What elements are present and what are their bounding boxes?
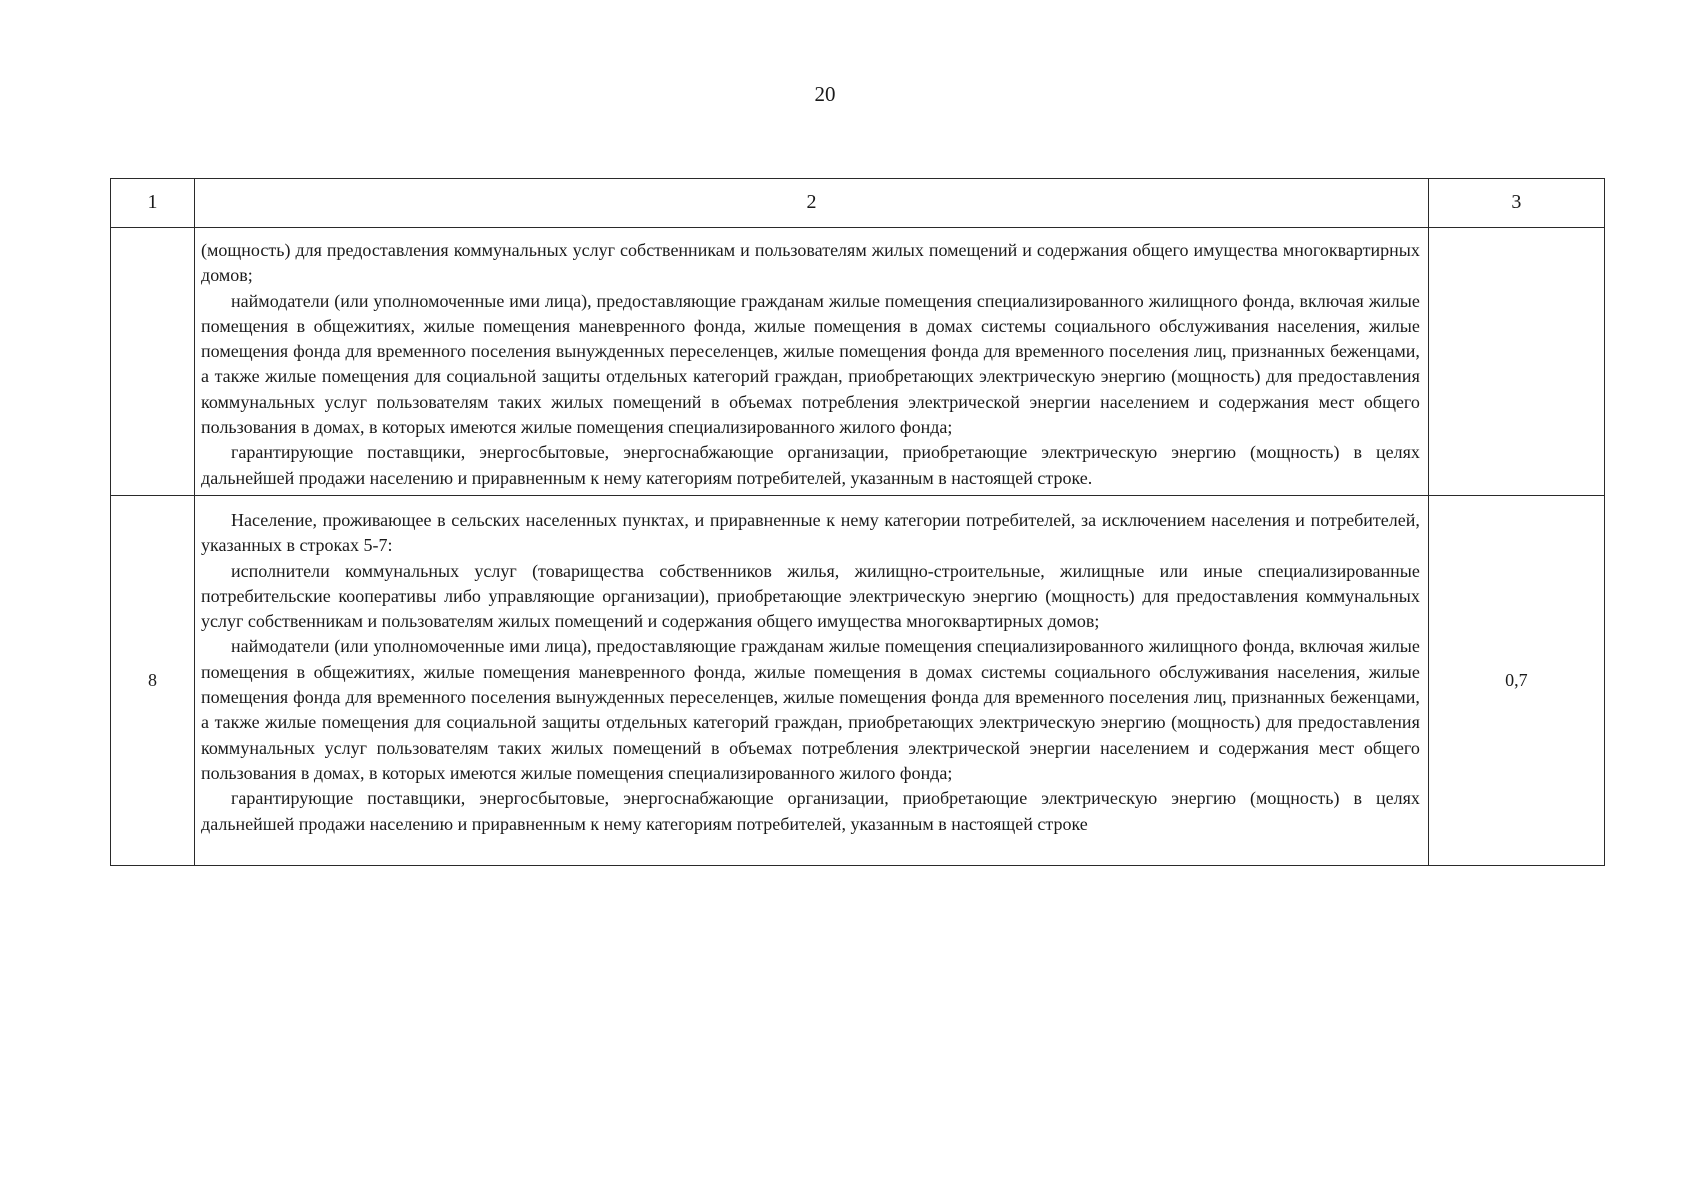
description-paragraph: (мощность) для предоставления коммунальных услуг собственникам и пользователям жилых помещений и содержания общего имущества многоквартирных домов;: [201, 240, 1420, 286]
header-col-2: 2: [195, 179, 1429, 228]
header-col-3: 3: [1428, 179, 1604, 228]
tariff-table: [110, 178, 1605, 866]
row-value-cell: 0,7: [1428, 495, 1604, 865]
description-paragraph: исполнители коммунальных услуг (товарищества собственников жилья, жилищно-строительные, жилищные или иные специализированные потребительские кооперативы либо управляющие организации), приобретающие электрическую энергию (мощность) для предоставления коммунальных услуг собственникам и пользователям жилых помещений и содержания общего имущества многоквартирных домов;: [201, 560, 1420, 632]
table-row-8: [111, 495, 1605, 865]
description-paragraph: гарантирующие поставщики, энергосбытовые, энергоснабжающие организации, приобретающие электрическую энергию (мощность) в целях дальнейшей продажи населению и приравненным к нему категориям потребителей, указанным в настоящей строке: [201, 788, 1420, 834]
description-paragraph: гарантирующие поставщики, энергосбытовые, энергоснабжающие организации, приобретающие электрическую энергию (мощность) в целях дальнейшей продажи населению и приравненным к нему категориям потребителей, указанным в настоящей строке.: [201, 442, 1420, 488]
description-paragraph: Население, проживающее в сельских населенных пунктах, и приравненные к нему категории потребителей, за исключением населения и потребителей, указанных в строках 5-7:: [201, 509, 1420, 556]
description-paragraph: наймодатели (или уполномоченные ими лица), предоставляющие гражданам жилые помещения специализированного жилищного фонда, включая жилые помещения в общежитиях, жилые помещения маневренного фонда, жилые помещения в домах системы социального обслуживания населения, жилые помещения фонда для временного поселения вынужденных переселенцев, жилые помещения фонда для временного поселения лиц, признанных беженцами, а также жилые помещения для социальной защиты отдельных категорий граждан, приобретающих электрическую энергию (мощность) для предоставления коммунальных услуг пользователям таких жилых помещений в объемах потребления электрической энергии населением и содержания мест общего пользования в домах, в которых имеются жилые помещения специализированного жилого фонда;: [201, 636, 1420, 783]
table-row-continued: [111, 228, 1605, 496]
table-header-row: [111, 179, 1605, 228]
page-number: 20: [814, 82, 836, 106]
header-col-1: 1: [111, 179, 195, 228]
row-description-cell: [195, 495, 1429, 865]
row-value-cell: [1428, 228, 1604, 496]
row-number-cell: 8: [111, 495, 195, 865]
row-description-cell: [195, 228, 1429, 496]
description-paragraph: наймодатели (или уполномоченные ими лица), предоставляющие гражданам жилые помещения специализированного жилищного фонда, включая жилые помещения в общежитиях, жилые помещения маневренного фонда, жилые помещения в домах системы социального обслуживания населения, жилые помещения фонда для временного поселения вынужденных переселенцев, жилые помещения фонда для временного поселения лиц, признанных беженцами, а также жилые помещения для социальной защиты отдельных категорий граждан, приобретающих электрическую энергию (мощность) для предоставления коммунальных услуг пользователям таких жилых помещений в объемах потребления электрической энергии населением и содержания мест общего пользования в домах, в которых имеются жилые помещения специализированного жилого фонда;: [201, 290, 1420, 438]
row-number-cell: [111, 228, 195, 496]
